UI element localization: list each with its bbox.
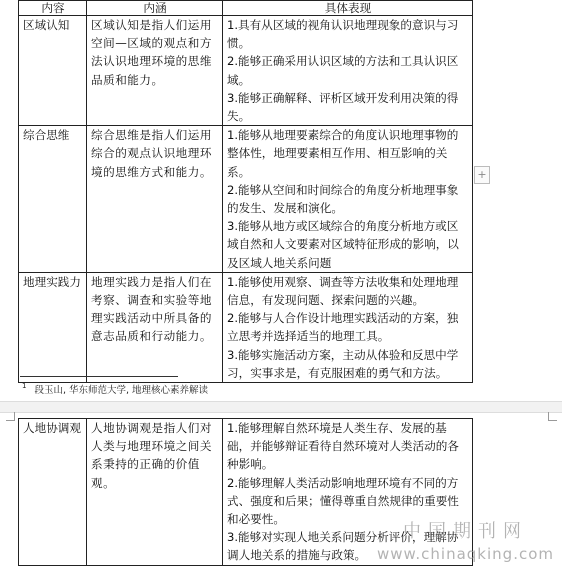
table-row <box>19 16 473 126</box>
performance-item: 3.能够正确解释、评析区域开发利用决策的得失。 <box>227 90 459 124</box>
watermark <box>377 517 554 563</box>
row-performance[interactable] <box>223 272 473 382</box>
footnote-rule <box>20 376 178 377</box>
row-name[interactable]: 区域认知 <box>19 16 87 126</box>
performance-item: 3.能够实施活动方案，主动从体验和反思中学习，实事求是，有克服困难的勇气和方法。 <box>227 347 459 380</box>
performance-item: 1.具有从区域的视角认识地理现象的意识与习惯。 <box>227 18 459 51</box>
table-row <box>19 272 473 382</box>
page-corner-mark <box>548 412 557 421</box>
row-name[interactable]: 地理实践力 <box>19 272 87 382</box>
header-performance[interactable]: 具体表现 <box>223 1 473 16</box>
page-corner-mark <box>6 412 15 421</box>
watermark-cn: 中国期刊网 <box>402 521 528 542</box>
watermark-url: www.chinaqking.com <box>376 545 554 563</box>
table-row <box>19 126 473 273</box>
performance-item: 2.能够从空间和时间综合的角度分析地理事象的发生、发展和演化。 <box>227 182 459 216</box>
header-content[interactable]: 内容 <box>19 1 87 16</box>
row-content[interactable]: 综合思维是指人们运用综合的观点认识地理环境的思维方式和能力。 <box>87 126 223 273</box>
performance-item: 1.能够从地理要素综合的角度认识地理事物的整体性，地理要素相互作用、相互影响的关系。 <box>227 128 459 179</box>
row-performance[interactable] <box>223 16 473 126</box>
performance-item: 3.能够从地方或区域综合的角度分析地方或区域自然和人文要素对区域特征形成的影响，以及区域人地关系问题 <box>227 219 459 270</box>
row-name[interactable]: 综合思维 <box>19 126 87 273</box>
header-connotation[interactable]: 内涵 <box>87 1 223 16</box>
performance-item: 1.能够使用观察、调查等方法收集和处理地理信息，有发现问题、探索问题的兴趣。 <box>227 274 459 308</box>
performance-item: 1.能够理解自然环境是人类生存、发展的基础，并能够辩证看待自然环境对人类活动的各种影响。 <box>227 421 459 472</box>
footnote-text: 段玉山, 华东师范大学, 地理核心素养解读 <box>34 385 209 396</box>
row-performance[interactable] <box>223 126 473 273</box>
performance-item: 2.能够正确采用认识区域的方法和工具认识区域。 <box>227 54 459 87</box>
row-content[interactable]: 地理实践力是指人们在考察、调查和实验等地理实践活动中所具备的意志品质和行动能力。 <box>87 272 223 382</box>
table-header-row <box>19 1 473 16</box>
footnote <box>22 382 208 396</box>
add-column-button[interactable]: + <box>474 166 490 184</box>
literacy-table <box>18 0 473 383</box>
page-break <box>0 401 562 413</box>
performance-item: 2.能够与人合作设计地理实践活动的方案，独立思考并选择适当的地理工具。 <box>227 311 459 344</box>
performance-item: 2.能够理解人类活动影响地理环境有不同的方式、强度和后果；懂得尊重自然规律的重要性和必要性。 <box>227 475 459 527</box>
row-content[interactable]: 区域认知是指人们运用空间—区域的观点和方法认识地理环境的思维品质和能力。 <box>87 16 223 126</box>
performance-item: 3.能够对实现人地关系问题分析评价，理解协调人地关系的措施与政策。 <box>227 530 459 563</box>
row-name[interactable]: 人地协调观 <box>19 419 87 566</box>
row-content[interactable]: 人地协调观是指人们对人类与地理环境之间关系秉持的正确的价值观。 <box>87 419 223 566</box>
footnote-marker: 1 <box>22 382 27 390</box>
